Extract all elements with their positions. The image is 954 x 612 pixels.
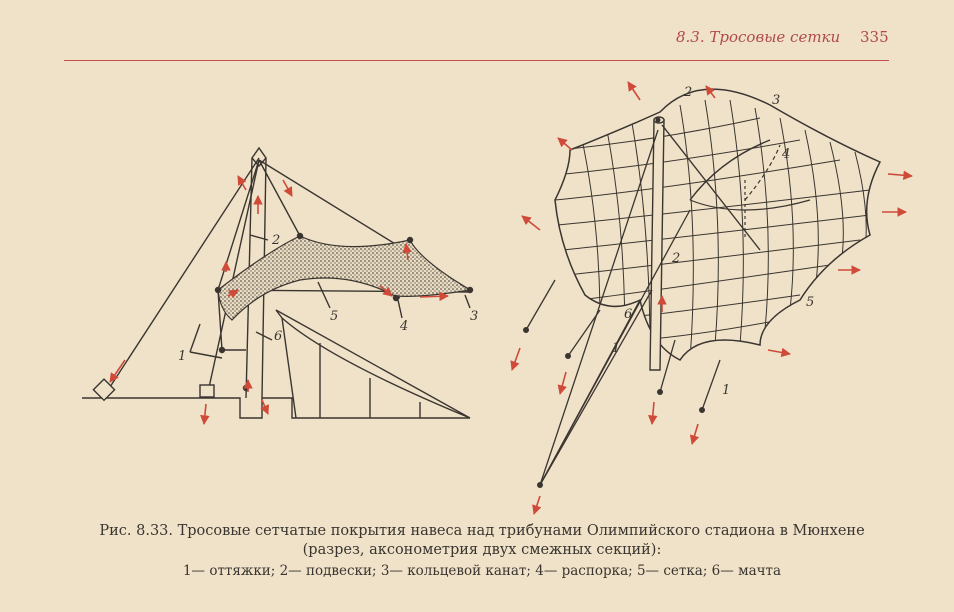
guy-anchor [93, 379, 114, 400]
caption-legend: 1— оттяжки; 2— подвески; 3— кольцевой канат; 4— распорка; 5— сетка; 6— мачта [182, 563, 782, 579]
axonometric-drawing [523, 89, 880, 488]
label-net: 5 [806, 295, 815, 310]
label-hangers: 2 [672, 251, 681, 266]
mast [650, 120, 664, 370]
label-ring-cable: 3 [772, 93, 781, 108]
label-hangers: 2 [272, 233, 281, 248]
label-mast: 6 [274, 329, 283, 344]
label-guys: 1 [612, 341, 621, 356]
label-mast: 6 [624, 307, 633, 322]
label-ring-cable: 3 [470, 309, 479, 324]
caption-main: Рис. 8.33. Тросовые сетчатые покрытия навеса над трибунами Олимпийского стадиона в Мюнхене (разрез, аксонометрия двух смежных секций): [99, 523, 865, 558]
label-strut: 4 [400, 319, 409, 334]
label-hangers: 2 [684, 85, 693, 100]
label-guys: 1 [722, 383, 731, 398]
figure-caption [68, 522, 896, 581]
section-title: 8.3. Тросовые сетки [676, 28, 841, 46]
label-strut: 4 [782, 147, 791, 162]
page-number: 335 [860, 28, 889, 46]
ground-line [82, 398, 470, 418]
label-guys: 1 [178, 349, 187, 364]
grandstand [276, 310, 470, 418]
guy-anchor [200, 385, 214, 397]
net-grid [555, 100, 870, 360]
label-net: 5 [330, 309, 339, 324]
net-membrane [218, 236, 470, 320]
section-drawing [82, 148, 473, 418]
